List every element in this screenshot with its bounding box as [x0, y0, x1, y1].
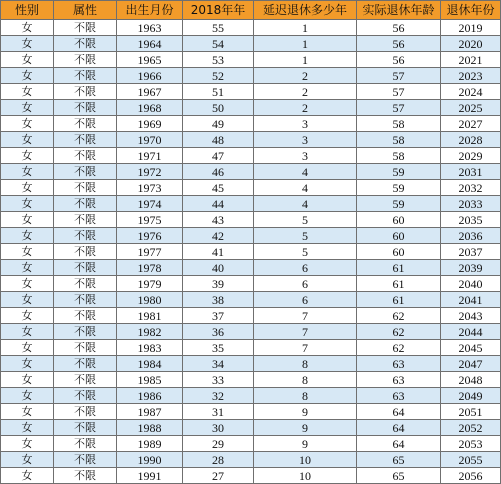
- cell-gender: 女: [1, 436, 54, 452]
- cell-age-2018: 32: [183, 388, 254, 404]
- cell-retirement-year: 2025: [441, 100, 501, 116]
- header-actual-retirement-age: 实际退休年龄: [357, 1, 441, 20]
- cell-actual-retirement-age: 59: [357, 196, 441, 212]
- cell-gender: 女: [1, 228, 54, 244]
- cell-actual-retirement-age: 65: [357, 452, 441, 468]
- cell-age-2018: 41: [183, 244, 254, 260]
- cell-gender: 女: [1, 276, 54, 292]
- cell-retirement-year: 2043: [441, 308, 501, 324]
- cell-birth-month: 1984: [117, 356, 183, 372]
- cell-retirement-year: 2041: [441, 292, 501, 308]
- table-body: [1, 20, 501, 484]
- cell-age-2018: 45: [183, 180, 254, 196]
- cell-gender: 女: [1, 148, 54, 164]
- cell-retirement-year: 2027: [441, 116, 501, 132]
- cell-delay-years: 9: [254, 436, 357, 452]
- cell-birth-month: 1979: [117, 276, 183, 292]
- cell-attribute: 不限: [54, 452, 117, 468]
- table-row: [1, 164, 501, 180]
- table-row: [1, 468, 501, 484]
- cell-age-2018: 37: [183, 308, 254, 324]
- cell-retirement-year: 2032: [441, 180, 501, 196]
- cell-age-2018: 43: [183, 212, 254, 228]
- cell-delay-years: 7: [254, 324, 357, 340]
- table-row: [1, 260, 501, 276]
- cell-birth-month: 1988: [117, 420, 183, 436]
- cell-actual-retirement-age: 60: [357, 244, 441, 260]
- cell-attribute: 不限: [54, 308, 117, 324]
- cell-age-2018: 48: [183, 132, 254, 148]
- cell-gender: 女: [1, 420, 54, 436]
- cell-gender: 女: [1, 164, 54, 180]
- cell-delay-years: 8: [254, 372, 357, 388]
- header-retirement-year: 退休年份: [441, 1, 501, 20]
- header-attribute: 属性: [54, 1, 117, 20]
- cell-birth-month: 1991: [117, 468, 183, 484]
- cell-birth-month: 1983: [117, 340, 183, 356]
- cell-retirement-year: 2029: [441, 148, 501, 164]
- cell-delay-years: 2: [254, 100, 357, 116]
- table-row: [1, 132, 501, 148]
- cell-delay-years: 6: [254, 292, 357, 308]
- cell-attribute: 不限: [54, 260, 117, 276]
- cell-gender: 女: [1, 388, 54, 404]
- cell-birth-month: 1985: [117, 372, 183, 388]
- cell-actual-retirement-age: 56: [357, 20, 441, 36]
- cell-birth-month: 1968: [117, 100, 183, 116]
- cell-gender: 女: [1, 324, 54, 340]
- cell-attribute: 不限: [54, 196, 117, 212]
- cell-age-2018: 49: [183, 116, 254, 132]
- cell-retirement-year: 2047: [441, 356, 501, 372]
- cell-retirement-year: 2035: [441, 212, 501, 228]
- cell-attribute: 不限: [54, 100, 117, 116]
- cell-retirement-year: 2051: [441, 404, 501, 420]
- table-row: [1, 20, 501, 36]
- cell-gender: 女: [1, 196, 54, 212]
- cell-attribute: 不限: [54, 52, 117, 68]
- cell-retirement-year: 2052: [441, 420, 501, 436]
- cell-gender: 女: [1, 36, 54, 52]
- cell-attribute: 不限: [54, 244, 117, 260]
- table-row: [1, 212, 501, 228]
- table-row: [1, 68, 501, 84]
- cell-gender: 女: [1, 340, 54, 356]
- cell-delay-years: 6: [254, 260, 357, 276]
- cell-retirement-year: 2053: [441, 436, 501, 452]
- table-row: [1, 324, 501, 340]
- cell-retirement-year: 2033: [441, 196, 501, 212]
- cell-age-2018: 28: [183, 452, 254, 468]
- cell-gender: 女: [1, 292, 54, 308]
- cell-actual-retirement-age: 62: [357, 340, 441, 356]
- table-row: [1, 420, 501, 436]
- header-age-2018: 2018年年: [183, 1, 254, 20]
- table-row: [1, 436, 501, 452]
- cell-actual-retirement-age: 60: [357, 228, 441, 244]
- cell-actual-retirement-age: 63: [357, 356, 441, 372]
- cell-retirement-year: 2021: [441, 52, 501, 68]
- cell-age-2018: 46: [183, 164, 254, 180]
- cell-delay-years: 2: [254, 84, 357, 100]
- cell-age-2018: 50: [183, 100, 254, 116]
- cell-gender: 女: [1, 452, 54, 468]
- cell-delay-years: 4: [254, 180, 357, 196]
- cell-actual-retirement-age: 58: [357, 148, 441, 164]
- cell-attribute: 不限: [54, 372, 117, 388]
- cell-actual-retirement-age: 62: [357, 324, 441, 340]
- cell-attribute: 不限: [54, 420, 117, 436]
- cell-age-2018: 44: [183, 196, 254, 212]
- cell-delay-years: 10: [254, 468, 357, 484]
- cell-retirement-year: 2049: [441, 388, 501, 404]
- table-row: [1, 228, 501, 244]
- cell-age-2018: 51: [183, 84, 254, 100]
- cell-age-2018: 27: [183, 468, 254, 484]
- cell-retirement-year: 2036: [441, 228, 501, 244]
- cell-age-2018: 53: [183, 52, 254, 68]
- cell-actual-retirement-age: 58: [357, 116, 441, 132]
- cell-age-2018: 34: [183, 356, 254, 372]
- cell-actual-retirement-age: 64: [357, 404, 441, 420]
- cell-birth-month: 1978: [117, 260, 183, 276]
- cell-actual-retirement-age: 59: [357, 180, 441, 196]
- cell-retirement-year: 2055: [441, 452, 501, 468]
- cell-delay-years: 3: [254, 148, 357, 164]
- cell-birth-month: 1970: [117, 132, 183, 148]
- table-row: [1, 52, 501, 68]
- table-row: [1, 148, 501, 164]
- cell-retirement-year: 2048: [441, 372, 501, 388]
- cell-birth-month: 1989: [117, 436, 183, 452]
- cell-attribute: 不限: [54, 164, 117, 180]
- cell-delay-years: 5: [254, 212, 357, 228]
- cell-retirement-year: 2037: [441, 244, 501, 260]
- cell-delay-years: 9: [254, 404, 357, 420]
- cell-age-2018: 36: [183, 324, 254, 340]
- cell-actual-retirement-age: 56: [357, 52, 441, 68]
- cell-birth-month: 1969: [117, 116, 183, 132]
- cell-birth-month: 1986: [117, 388, 183, 404]
- cell-gender: 女: [1, 116, 54, 132]
- header-birth-month: 出生月份: [117, 1, 183, 20]
- cell-birth-month: 1971: [117, 148, 183, 164]
- cell-gender: 女: [1, 356, 54, 372]
- cell-actual-retirement-age: 57: [357, 68, 441, 84]
- table-row: [1, 388, 501, 404]
- table-row: [1, 292, 501, 308]
- cell-attribute: 不限: [54, 436, 117, 452]
- cell-birth-month: 1966: [117, 68, 183, 84]
- cell-retirement-year: 2019: [441, 20, 501, 36]
- cell-age-2018: 39: [183, 276, 254, 292]
- cell-attribute: 不限: [54, 148, 117, 164]
- cell-attribute: 不限: [54, 212, 117, 228]
- cell-attribute: 不限: [54, 36, 117, 52]
- cell-delay-years: 1: [254, 20, 357, 36]
- cell-attribute: 不限: [54, 276, 117, 292]
- cell-delay-years: 7: [254, 340, 357, 356]
- table-row: [1, 452, 501, 468]
- cell-attribute: 不限: [54, 404, 117, 420]
- cell-delay-years: 8: [254, 356, 357, 372]
- cell-delay-years: 1: [254, 36, 357, 52]
- cell-birth-month: 1963: [117, 20, 183, 36]
- cell-attribute: 不限: [54, 20, 117, 36]
- cell-delay-years: 6: [254, 276, 357, 292]
- cell-retirement-year: 2024: [441, 84, 501, 100]
- cell-delay-years: 10: [254, 452, 357, 468]
- cell-gender: 女: [1, 68, 54, 84]
- cell-birth-month: 1987: [117, 404, 183, 420]
- cell-retirement-year: 2044: [441, 324, 501, 340]
- cell-gender: 女: [1, 100, 54, 116]
- cell-actual-retirement-age: 62: [357, 308, 441, 324]
- cell-attribute: 不限: [54, 180, 117, 196]
- cell-attribute: 不限: [54, 292, 117, 308]
- cell-delay-years: 4: [254, 164, 357, 180]
- cell-actual-retirement-age: 63: [357, 372, 441, 388]
- table-row: [1, 180, 501, 196]
- cell-age-2018: 30: [183, 420, 254, 436]
- cell-delay-years: 8: [254, 388, 357, 404]
- cell-age-2018: 54: [183, 36, 254, 52]
- cell-attribute: 不限: [54, 324, 117, 340]
- table-row: [1, 308, 501, 324]
- cell-actual-retirement-age: 64: [357, 436, 441, 452]
- cell-retirement-year: 2028: [441, 132, 501, 148]
- header-delay-years: 延迟退休多少年: [254, 1, 357, 20]
- cell-birth-month: 1972: [117, 164, 183, 180]
- cell-actual-retirement-age: 57: [357, 100, 441, 116]
- cell-delay-years: 2: [254, 68, 357, 84]
- cell-retirement-year: 2031: [441, 164, 501, 180]
- cell-actual-retirement-age: 61: [357, 276, 441, 292]
- cell-actual-retirement-age: 56: [357, 36, 441, 52]
- cell-actual-retirement-age: 63: [357, 388, 441, 404]
- cell-age-2018: 33: [183, 372, 254, 388]
- cell-attribute: 不限: [54, 68, 117, 84]
- cell-gender: 女: [1, 468, 54, 484]
- header-gender: 性别: [1, 1, 54, 20]
- cell-actual-retirement-age: 60: [357, 212, 441, 228]
- table-row: [1, 404, 501, 420]
- cell-delay-years: 9: [254, 420, 357, 436]
- cell-delay-years: 1: [254, 52, 357, 68]
- table-row: [1, 84, 501, 100]
- cell-actual-retirement-age: 61: [357, 260, 441, 276]
- cell-age-2018: 47: [183, 148, 254, 164]
- cell-age-2018: 31: [183, 404, 254, 420]
- cell-actual-retirement-age: 65: [357, 468, 441, 484]
- cell-attribute: 不限: [54, 356, 117, 372]
- cell-birth-month: 1990: [117, 452, 183, 468]
- cell-delay-years: 7: [254, 308, 357, 324]
- table-row: [1, 196, 501, 212]
- cell-delay-years: 3: [254, 116, 357, 132]
- cell-retirement-year: 2039: [441, 260, 501, 276]
- cell-retirement-year: 2020: [441, 36, 501, 52]
- cell-actual-retirement-age: 61: [357, 292, 441, 308]
- table-row: [1, 100, 501, 116]
- cell-birth-month: 1965: [117, 52, 183, 68]
- table-row: [1, 116, 501, 132]
- cell-attribute: 不限: [54, 132, 117, 148]
- cell-attribute: 不限: [54, 228, 117, 244]
- cell-gender: 女: [1, 244, 54, 260]
- cell-gender: 女: [1, 52, 54, 68]
- cell-attribute: 不限: [54, 340, 117, 356]
- cell-attribute: 不限: [54, 468, 117, 484]
- cell-birth-month: 1974: [117, 196, 183, 212]
- cell-age-2018: 29: [183, 436, 254, 452]
- cell-age-2018: 52: [183, 68, 254, 84]
- cell-actual-retirement-age: 58: [357, 132, 441, 148]
- cell-delay-years: 4: [254, 196, 357, 212]
- cell-gender: 女: [1, 308, 54, 324]
- header-row: [1, 1, 501, 20]
- cell-age-2018: 35: [183, 340, 254, 356]
- cell-attribute: 不限: [54, 116, 117, 132]
- cell-retirement-year: 2023: [441, 68, 501, 84]
- cell-retirement-year: 2040: [441, 276, 501, 292]
- table-row: [1, 340, 501, 356]
- cell-gender: 女: [1, 260, 54, 276]
- cell-attribute: 不限: [54, 388, 117, 404]
- cell-birth-month: 1973: [117, 180, 183, 196]
- cell-age-2018: 38: [183, 292, 254, 308]
- cell-delay-years: 3: [254, 132, 357, 148]
- table-row: [1, 356, 501, 372]
- cell-gender: 女: [1, 212, 54, 228]
- cell-retirement-year: 2045: [441, 340, 501, 356]
- table-row: [1, 276, 501, 292]
- cell-birth-month: 1981: [117, 308, 183, 324]
- cell-actual-retirement-age: 59: [357, 164, 441, 180]
- cell-delay-years: 5: [254, 228, 357, 244]
- cell-actual-retirement-age: 57: [357, 84, 441, 100]
- cell-gender: 女: [1, 84, 54, 100]
- cell-age-2018: 42: [183, 228, 254, 244]
- cell-gender: 女: [1, 180, 54, 196]
- table-row: [1, 36, 501, 52]
- cell-gender: 女: [1, 372, 54, 388]
- cell-birth-month: 1982: [117, 324, 183, 340]
- table-row: [1, 372, 501, 388]
- cell-delay-years: 5: [254, 244, 357, 260]
- cell-gender: 女: [1, 20, 54, 36]
- table-row: [1, 244, 501, 260]
- cell-birth-month: 1977: [117, 244, 183, 260]
- cell-birth-month: 1975: [117, 212, 183, 228]
- cell-birth-month: 1964: [117, 36, 183, 52]
- cell-birth-month: 1980: [117, 292, 183, 308]
- cell-retirement-year: 2056: [441, 468, 501, 484]
- cell-age-2018: 55: [183, 20, 254, 36]
- cell-gender: 女: [1, 404, 54, 420]
- cell-birth-month: 1976: [117, 228, 183, 244]
- cell-birth-month: 1967: [117, 84, 183, 100]
- cell-age-2018: 40: [183, 260, 254, 276]
- cell-attribute: 不限: [54, 84, 117, 100]
- cell-gender: 女: [1, 132, 54, 148]
- cell-actual-retirement-age: 64: [357, 420, 441, 436]
